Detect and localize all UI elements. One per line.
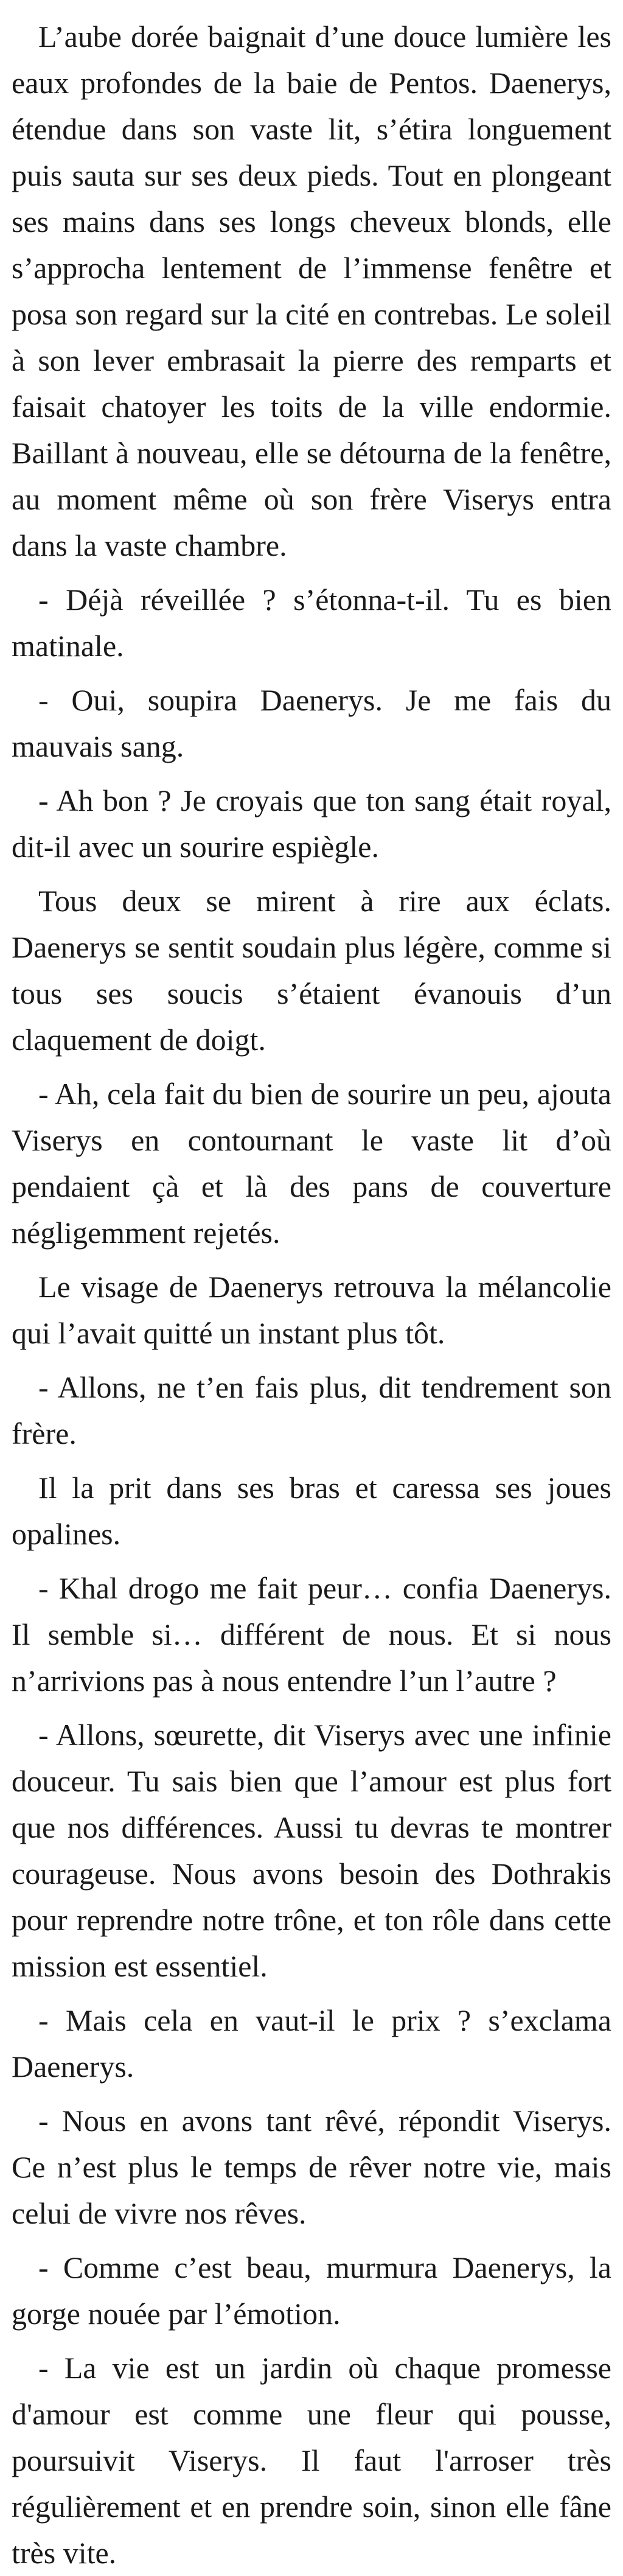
paragraph-dialogue-viserys-smile: - Ah, cela fait du bien de sourire un peu, ajouta Viserys en contournant le vaste lit d’où pendaient çà et là des pans de couverture négligemment rejetés. (12, 1077, 611, 1250)
paragraph-dialogue-viserys-dreams: - Nous en avons tant rêvé, répondit Viserys. Ce n’est plus le temps de rêver notre vie, mais celui de vivre nos rêves. (12, 2104, 611, 2230)
paragraph-dialogue-daenerys-worry: - Oui, soupira Daenerys. Je me fais du mauvais sang. (12, 683, 611, 763)
paragraph-narration-dawn: L’aube dorée baignait d’une douce lumière les eaux profondes de la baie de Pentos. Daenerys, étendue dans son vaste lit, s’étira longuement puis sauta sur ses deux pieds. Tout en plongeant ses mains dans ses longs cheveux blonds, elle s’approcha lentement de l’immense fenêtre et posa son regard sur la cité en contrebas. Le soleil à son lever embrasait la pierre des remparts et faisait chatoyer les toits de la ville endormie. Baillant à nouveau, elle se détourna de la fenêtre, au moment même où son frère Viserys entra dans la vaste chambre. (12, 19, 611, 562)
paragraph-dialogue-viserys-awake: - Déjà réveillée ? s’étonna-t-il. Tu es bien matinale. (12, 583, 611, 663)
paragraph-dialogue-daenerys-price: - Mais cela en vaut-il le prix ? s’exclama Daenerys. (12, 2003, 611, 2084)
paragraph-narration-embrace: Il la prit dans ses bras et caressa ses joues opalines. (12, 1471, 611, 1551)
paragraph-dialogue-viserys-joke: - Ah bon ? Je croyais que ton sang était royal, dit-il avec un sourire espiègle. (12, 783, 611, 864)
paragraph-dialogue-daenerys-emotion: - Comme c’est beau, murmura Daenerys, la gorge nouée par l’émotion. (12, 2250, 611, 2331)
paragraph-dialogue-viserys-courage: - Allons, sœurette, dit Viserys avec une infinie douceur. Tu sais bien que l’amour est plus fort que nos différences. Aussi tu devras te montrer courageuse. Nous avons besoin des Dothrakis pour reprendre notre trône, et ton rôle dans cette mission est essentiel. (12, 1718, 611, 1983)
paragraph-dialogue-khal-drogo: - Khal drogo me fait peur… confia Daenerys. Il semble si… différent de nous. Et si nous n’arrivions pas à nous entendre l’un l’autre ? (12, 1571, 611, 1698)
paragraph-dialogue-viserys-garden: - La vie est un jardin où chaque promesse d'amour est comme une fleur qui pousse, poursuivit Viserys. Il faut l'arroser très régulièrement et en prendre soin, sinon elle fâne très vite. (12, 2351, 611, 2570)
paragraph-narration-melancholy: Le visage de Daenerys retrouva la mélancolie qui l’avait quitté un instant plus tôt. (12, 1270, 611, 1350)
paragraph-narration-laughter: Tous deux se mirent à rire aux éclats. Daenerys se sentit soudain plus légère, comme si tous ses soucis s’étaient évanouis d’un claquement de doigt. (12, 884, 611, 1057)
paragraph-dialogue-brother-comfort: - Allons, ne t’en fais plus, dit tendrement son frère. (12, 1370, 611, 1451)
